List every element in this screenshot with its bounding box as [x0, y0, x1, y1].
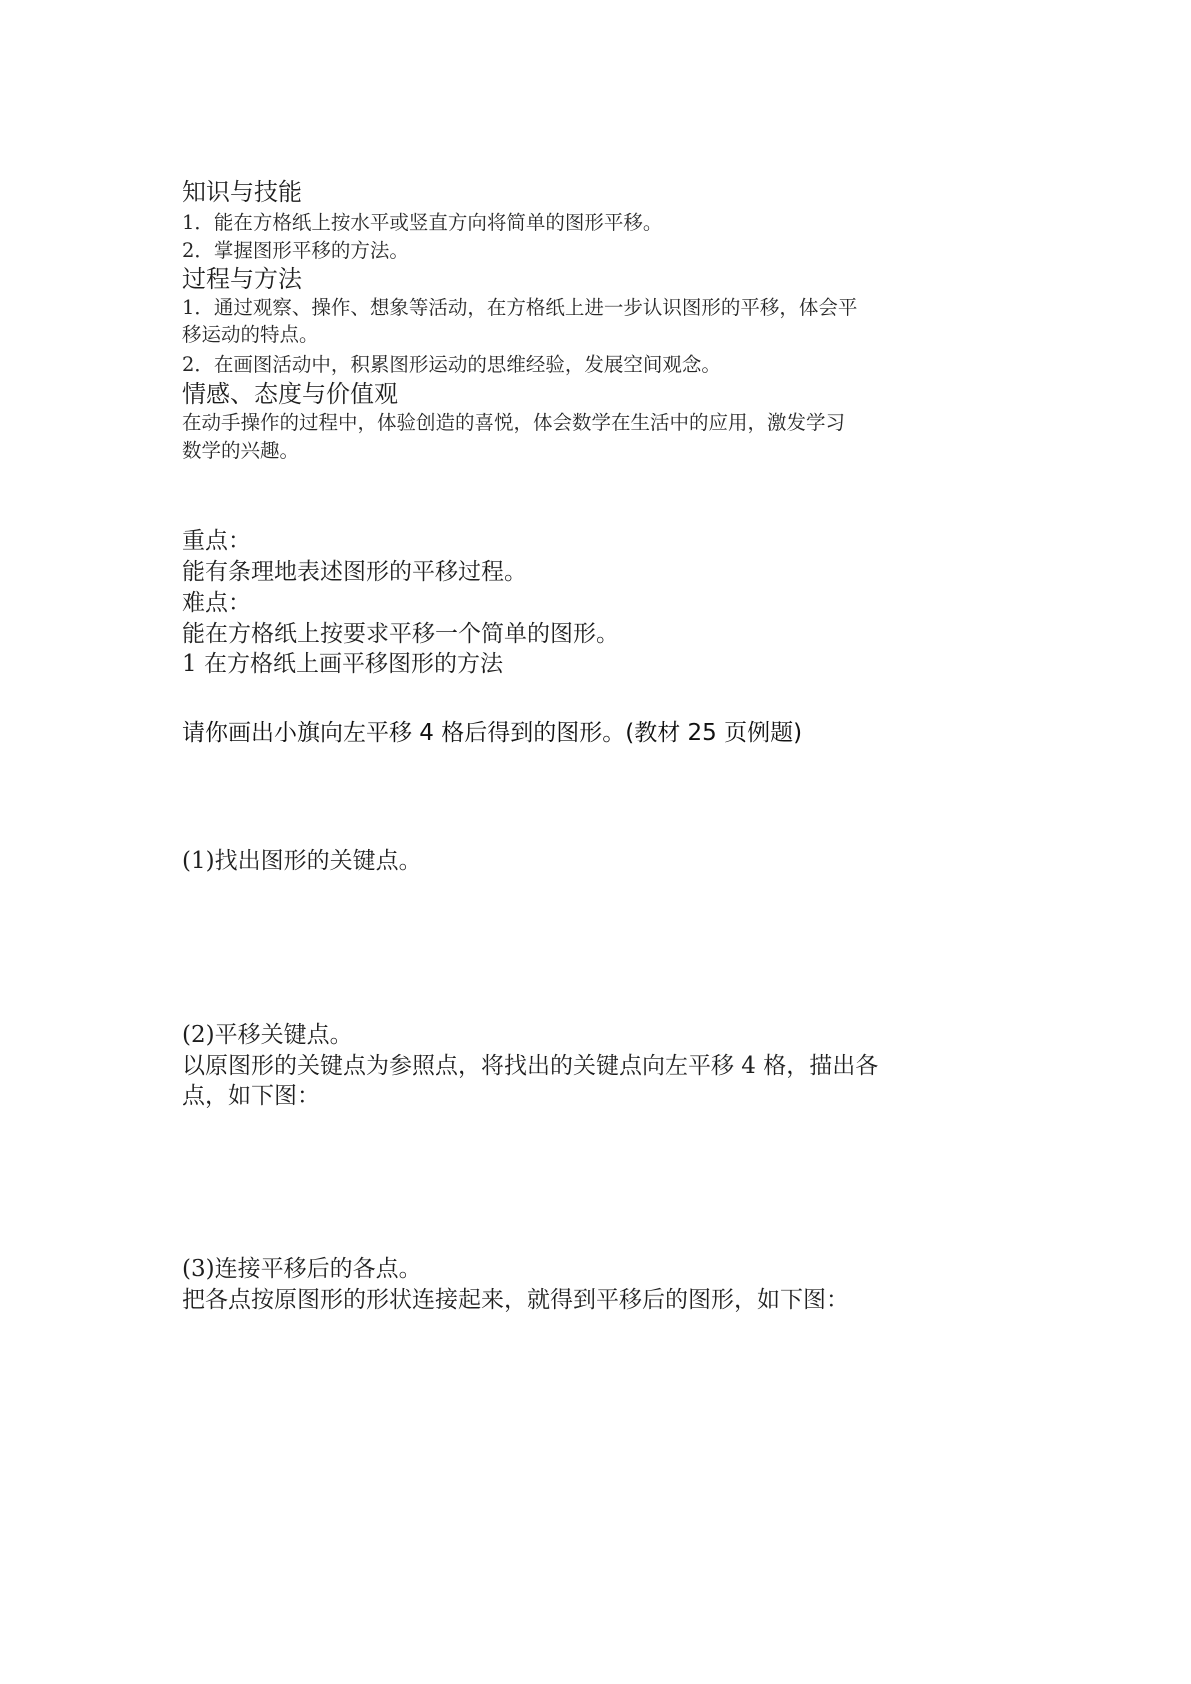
key-point-text: 能有条理地表述图形的平移过程。 — [182, 559, 527, 585]
emotion-heading: 情感、态度与价值观 — [182, 380, 398, 408]
emotion-line-2: 数学的兴趣。 — [182, 439, 300, 462]
emotion-line-1: 在动手操作的过程中，体验创造的喜悦，体会数学在生活中的应用，激发学习 — [182, 411, 846, 434]
step-3-title: (3)连接平移后的各点。 — [182, 1256, 422, 1282]
knowledge-item-2: 2．掌握图形平移的方法。 — [182, 239, 409, 262]
example-prompt: 请你画出小旗向左平移 4 格后得到的图形。(教材 25 页例题) — [182, 720, 803, 746]
method-title: 1 在方格纸上画平移图形的方法 — [182, 651, 503, 677]
step-2-line-2: 点，如下图： — [182, 1083, 320, 1109]
process-item-1-line-2: 移运动的特点。 — [182, 323, 319, 346]
key-point-label: 重点： — [182, 528, 251, 554]
process-item-1-line-1: 1．通过观察、操作、想象等活动，在方格纸上进一步认识图形的平移，体会平 — [182, 296, 858, 319]
process-heading: 过程与方法 — [182, 265, 302, 293]
knowledge-item-1: 1．能在方格纸上按水平或竖直方向将简单的图形平移。 — [182, 211, 663, 234]
process-item-2: 2．在画图活动中，积累图形运动的思维经验，发展空间观念。 — [182, 353, 721, 376]
step-2-title: (2)平移关键点。 — [182, 1022, 353, 1048]
step-3-line-1: 把各点按原图形的形状连接起来，就得到平移后的图形，如下图： — [182, 1287, 849, 1313]
difficulty-label: 难点： — [182, 590, 251, 616]
knowledge-heading: 知识与技能 — [182, 178, 302, 206]
step-1-title: (1)找出图形的关键点。 — [182, 848, 422, 874]
step-2-line-1: 以原图形的关键点为参照点，将找出的关键点向左平移 4 格，描出各 — [182, 1053, 879, 1079]
difficulty-text: 能在方格纸上按要求平移一个简单的图形。 — [182, 621, 619, 647]
